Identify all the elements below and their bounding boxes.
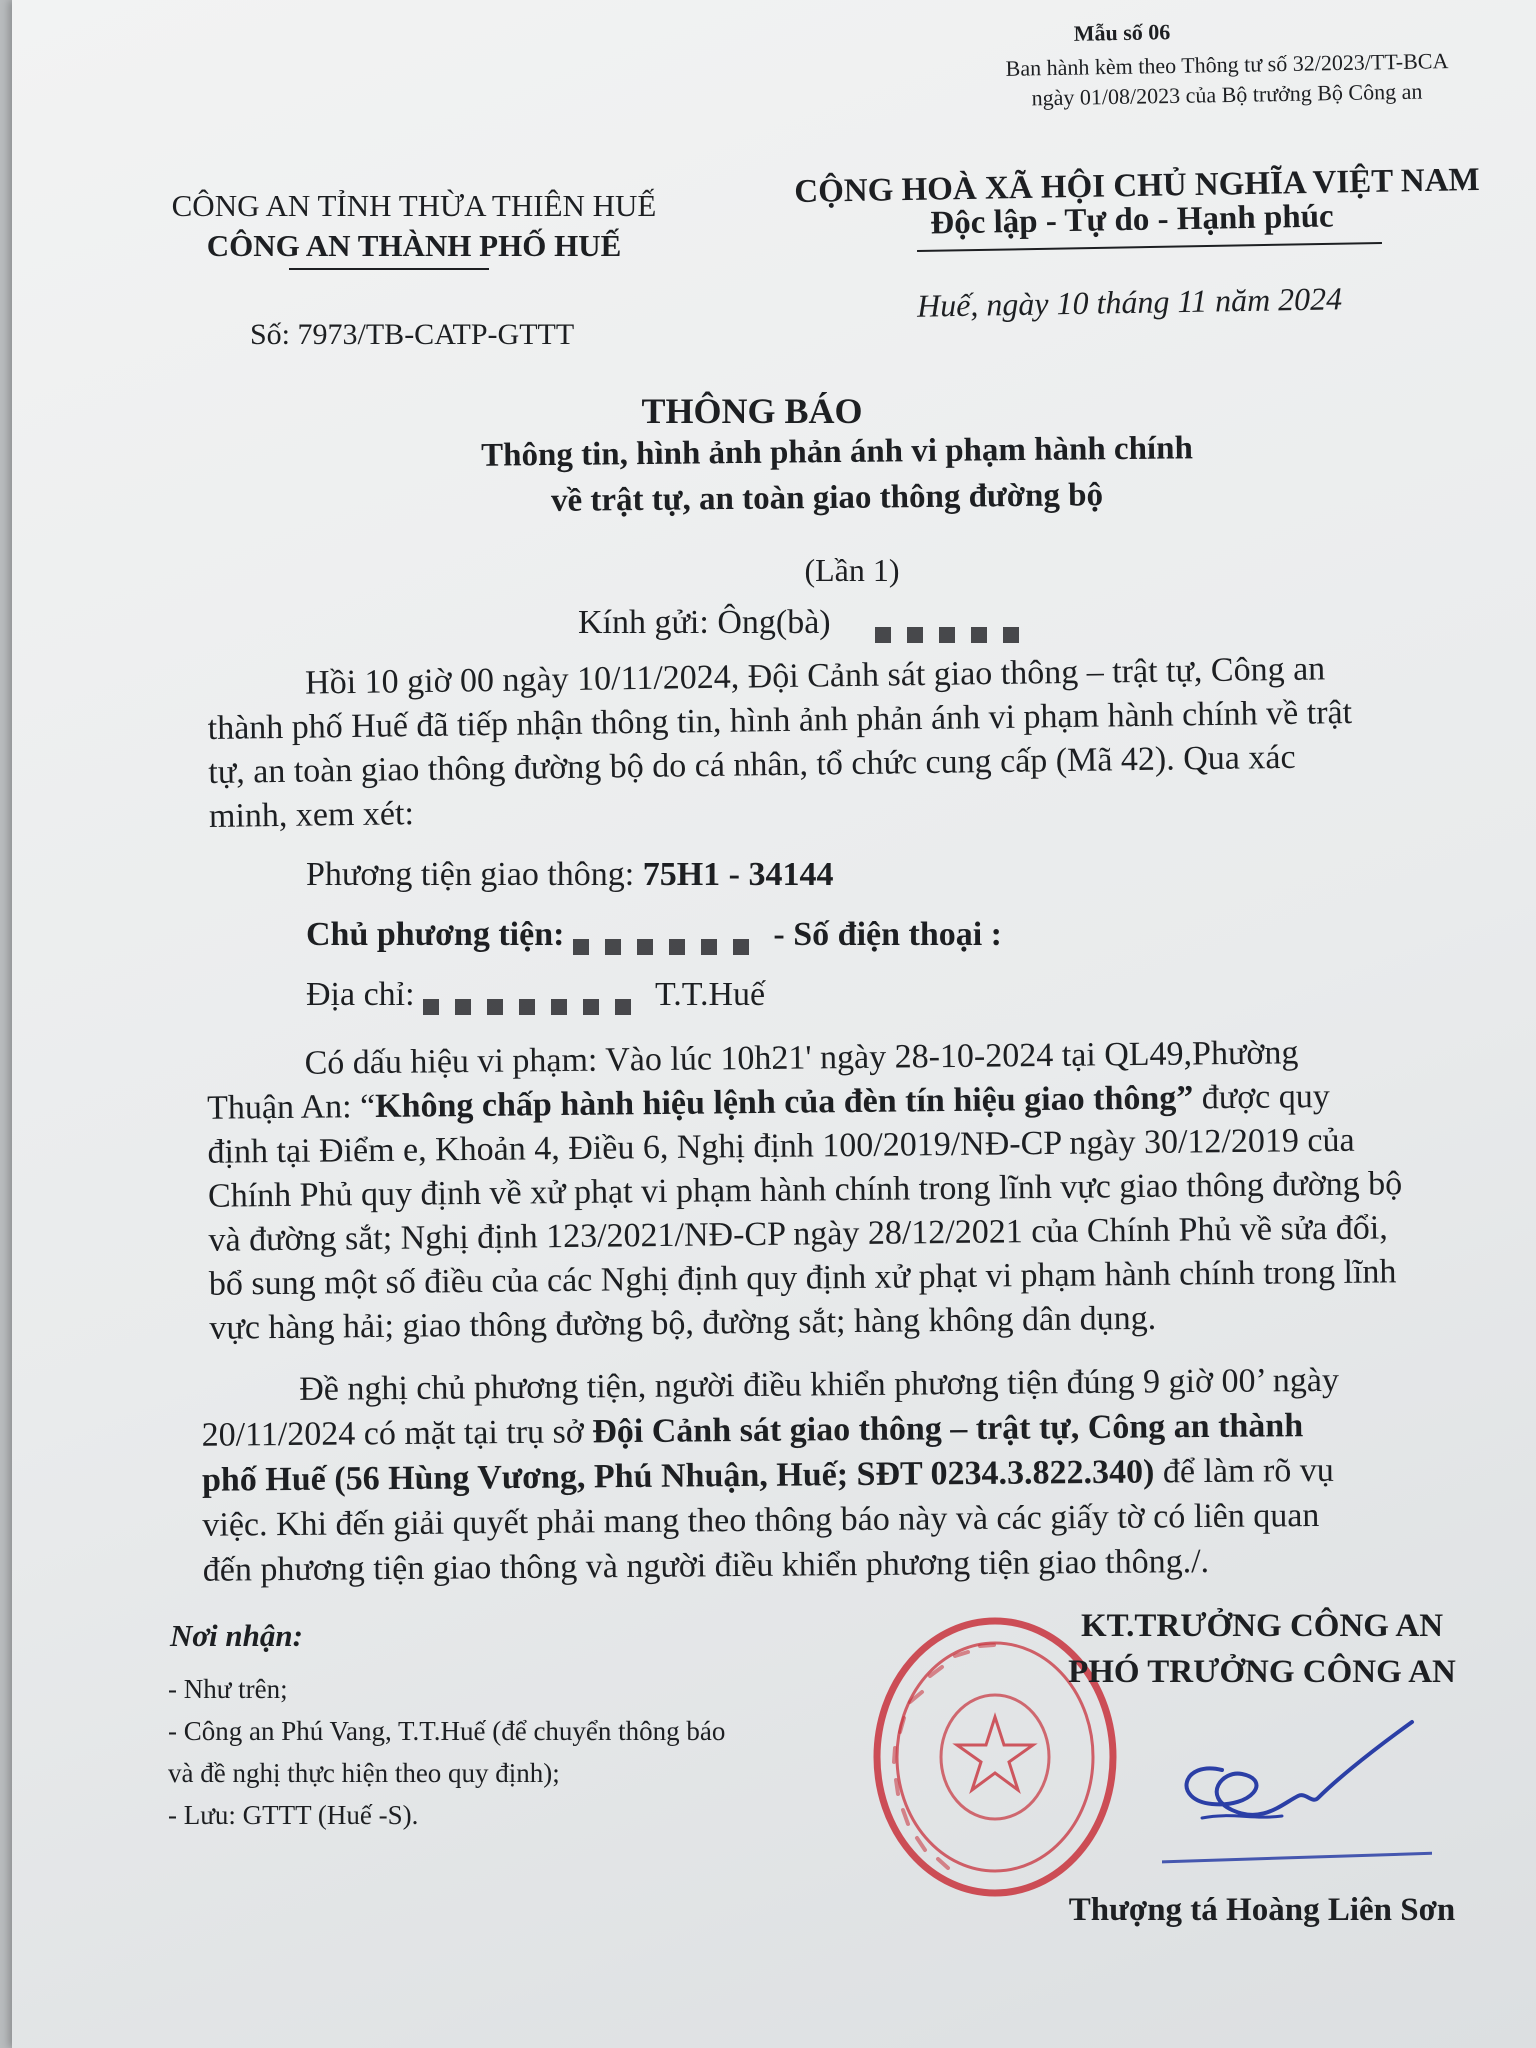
document-page xyxy=(12,0,1536,2048)
owner-row xyxy=(306,916,1002,954)
request-line-5: đến phương tiện giao thông và người điều khiển phương tiện giao thông./. xyxy=(202,1542,1210,1589)
violation-location: Thuận An: “ xyxy=(206,1088,376,1127)
vehicle-plate: 75H1 - 34144 xyxy=(642,856,834,893)
recipients-list xyxy=(168,1668,725,1836)
agency-name: CÔNG AN THÀNH PHỐ HUẾ xyxy=(206,228,622,263)
document-number: Số: 7973/TB-CATP-GTTT xyxy=(250,318,575,351)
notice-subtitle-1: Thông tin, hình ảnh phản ánh vi phạm hành chính xyxy=(480,430,1194,474)
notice-round: (Lần 1) xyxy=(804,552,900,588)
vehicle-label: Phương tiện giao thông: xyxy=(306,856,643,893)
violation-line-5: và đường sắt; Nghị định 123/2021/NĐ-CP ngày 28/12/2021 của Chính Phủ về sửa đổi, xyxy=(208,1209,1388,1259)
redacted-recipient-name xyxy=(875,614,1035,636)
violation-line-2-tail: được quy xyxy=(1193,1078,1330,1117)
motto-underline xyxy=(917,242,1382,252)
intro-line-2: thành phố Huế đã tiếp nhận thông tin, hình ảnh phản ánh vi phạm hành chính về trật xyxy=(207,694,1353,748)
national-title: CỘNG HOÀ XÃ HỘI CHỦ NGHĨA VIỆT NAM xyxy=(794,162,1480,210)
signature-title-2: PHÓ TRƯỞNG CÔNG AN xyxy=(1068,1654,1456,1690)
address-row xyxy=(306,976,765,1014)
recipient-item: - Công an Phú Vang, T.T.Huế (để chuyển thông báo xyxy=(168,1716,726,1746)
recipient-item: - Như trên; xyxy=(168,1674,288,1704)
recipient-item: - Lưu: GTTT (Huế -S). xyxy=(168,1800,419,1830)
recipients-heading: Nơi nhận: xyxy=(170,1618,303,1653)
recipient-label: Kính gửi: Ông(bà) xyxy=(578,604,831,641)
form-number: Mẫu số 06 xyxy=(1073,19,1171,46)
request-office: Đội Cảnh sát giao thông – trật tự, Công an thành xyxy=(592,1407,1304,1451)
recipient-line xyxy=(578,604,1035,642)
recipient-item: và đề nghị thực hiện theo quy định); xyxy=(168,1758,560,1788)
intro-line-4: minh, xem xét: xyxy=(208,795,415,835)
form-issued-date: ngày 01/08/2023 của Bộ trưởng Bộ Công an xyxy=(1031,78,1423,111)
signer-name: Thượng tá Hoàng Liên Sơn xyxy=(1068,1892,1456,1928)
request-office-address: phố Huế (56 Hùng Vương, Phú Nhuận, Huế; SĐT 0234.3.822.340) xyxy=(201,1453,1155,1499)
violation-line-1: Có dấu hiệu vi phạm: Vào lúc 10h21' ngày 28-10-2024 tại QL49,Phường xyxy=(304,1034,1299,1082)
paragraph-violation xyxy=(206,1029,1499,1350)
form-issued: Ban hành kèm theo Thông tư số 32/2023/TT-BCA xyxy=(1005,48,1449,81)
violation-description: Không chấp hành hiệu lệnh của đèn tín hiệu giao thông” xyxy=(374,1079,1194,1125)
address-suffix: T.T.Huế xyxy=(654,976,766,1013)
notice-title: THÔNG BÁO xyxy=(641,391,863,431)
address-label: Địa chỉ: xyxy=(306,976,415,1013)
request-line-3-tail: để làm rõ vụ xyxy=(1154,1451,1334,1491)
violation-line-7: vực hàng hải; giao thông đường bộ, đường sắt; hàng không dân dụng. xyxy=(209,1299,1157,1347)
violation-line-3: định tại Điểm e, Khoản 4, Điều 6, Nghị định 100/2019/NĐ-CP ngày 30/12/2019 của xyxy=(207,1121,1355,1171)
handwritten-signature xyxy=(1162,1700,1432,1880)
redacted-address xyxy=(423,986,647,1008)
agency-parent: CÔNG AN TỈNH THỪA THIÊN HUẾ xyxy=(171,188,657,223)
phone-label: - Số điện thoại : xyxy=(773,916,1003,953)
signature-title-1: KT.TRƯỞNG CÔNG AN xyxy=(1080,1608,1444,1644)
intro-line-3: tự, an toàn giao thông đường bộ do cá nhân, tổ chức cung cấp (Mã 42). Qua xác xyxy=(208,738,1296,792)
paragraph-intro xyxy=(207,645,1499,839)
paragraph-request xyxy=(201,1356,1523,1593)
request-line-4: việc. Khi đến giải quyết phải mang theo thông báo này và các giấy tờ có liên quan xyxy=(202,1497,1320,1544)
agency-underline xyxy=(289,268,489,270)
owner-label: Chủ phương tiện: xyxy=(306,916,573,953)
vehicle-row xyxy=(306,856,834,894)
request-date: 20/11/2024 có mặt tại trụ sở xyxy=(201,1413,593,1454)
redacted-owner-name xyxy=(573,926,765,948)
request-line-1: Đề nghị chủ phương tiện, người điều khiển phương tiện đúng 9 giờ 00’ ngày xyxy=(299,1361,1340,1408)
violation-line-6: bổ sung một số điều của các Nghị định quy định xử phạt vi phạm hành chính trong lĩnh xyxy=(208,1253,1397,1303)
intro-line-1: Hồi 10 giờ 00 ngày 10/11/2024, Đội Cảnh sát giao thông – trật tự, Công an xyxy=(304,650,1326,702)
violation-line-4: Chính Phủ quy định về xử phạt vi phạm hành chính trong lĩnh vực giao thông đường bộ xyxy=(207,1165,1403,1215)
national-motto: Độc lập - Tự do - Hạnh phúc xyxy=(930,198,1334,242)
notice-subtitle-2: về trật tự, an toàn giao thông đường bộ xyxy=(550,477,1104,519)
issue-date: Huế, ngày 10 tháng 11 năm 2024 xyxy=(916,280,1343,324)
